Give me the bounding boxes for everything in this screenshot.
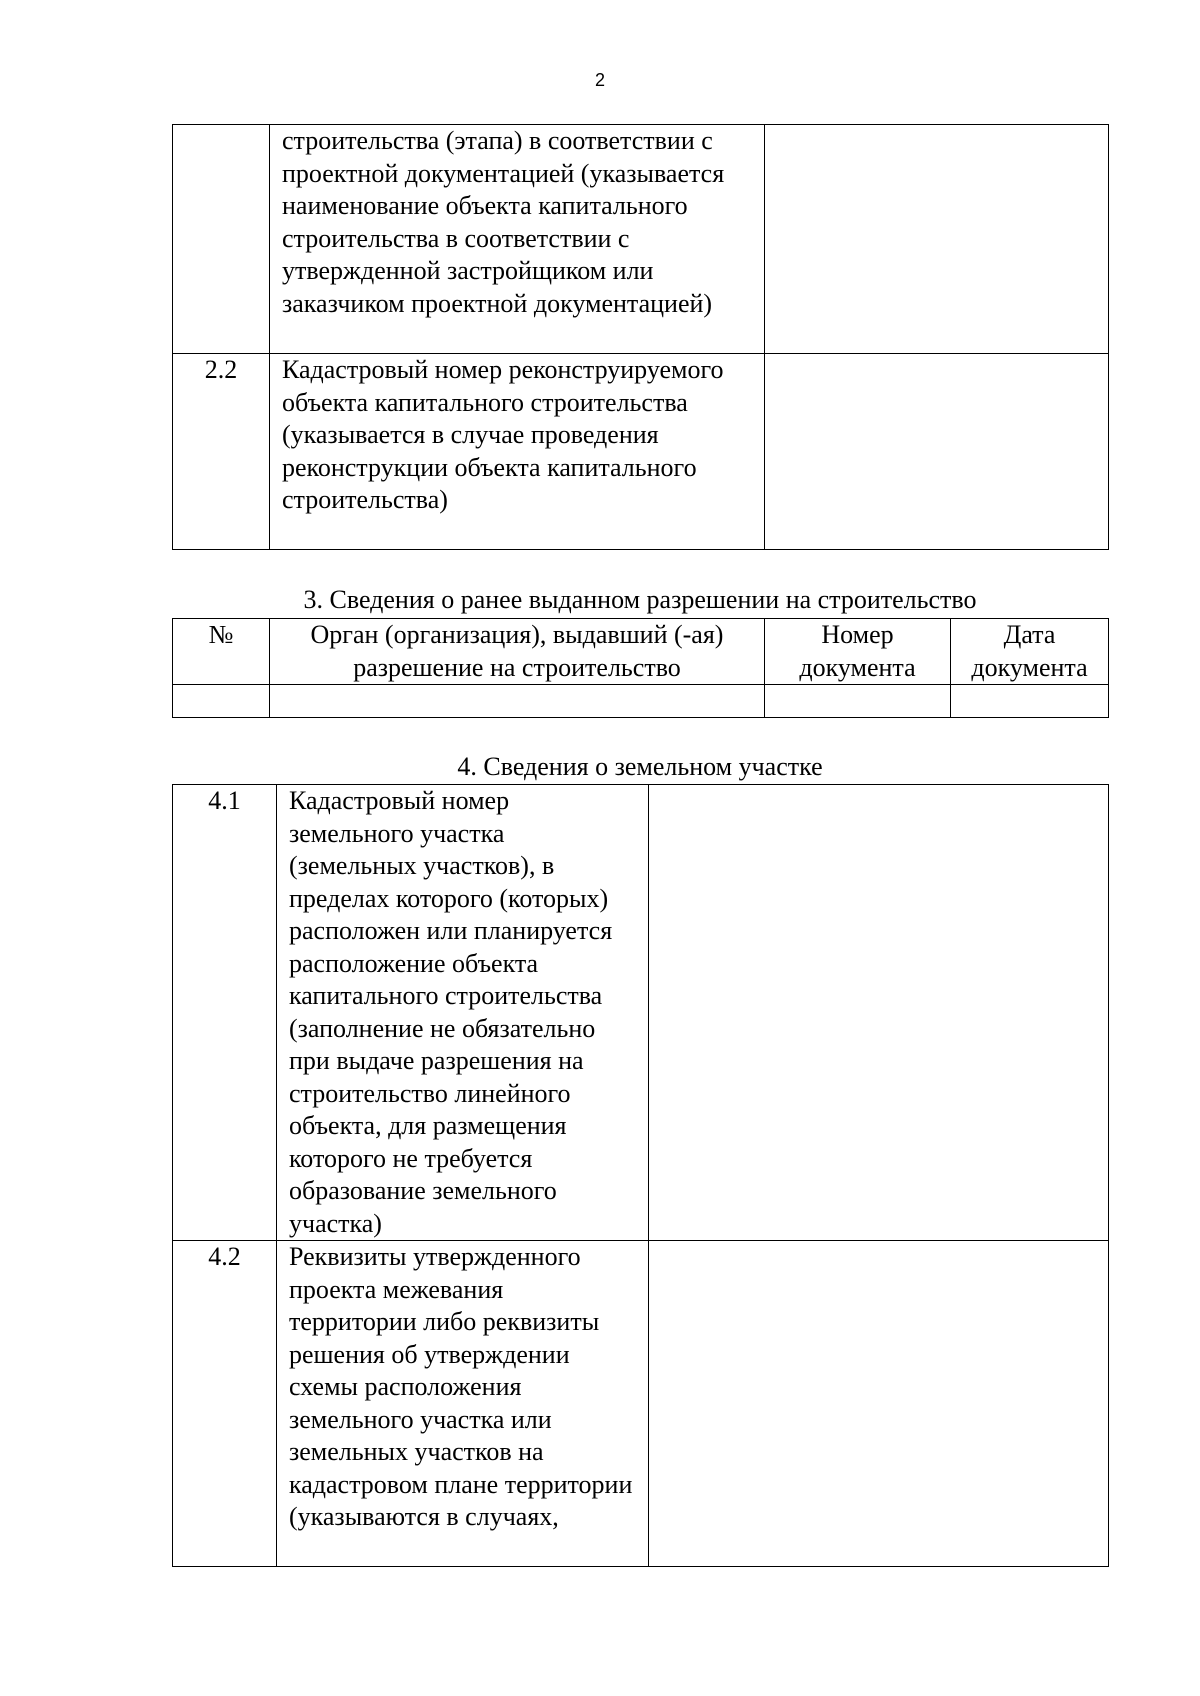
cell-doc-date[interactable]: [951, 685, 1109, 718]
table-row: [173, 685, 1109, 718]
header-organ: Орган (организация), выдавший (-ая) разрешение на строительство: [270, 619, 765, 685]
header-doc-number: Номер документа: [765, 619, 951, 685]
table-section3: [172, 618, 1109, 718]
header-doc-date: Дата документа: [951, 619, 1109, 685]
table-section4: [172, 784, 1109, 1567]
section-4-title: 4. Сведения о земельном участке: [457, 752, 823, 781]
table-row: [173, 785, 1109, 1241]
row-description: строительства (этапа) в соответствии с проектной документацией (указывается наименование объекта капитального строительства в соответствии с утвержденной застройщиком или заказчиком проектной документацией): [270, 125, 765, 354]
cell-num[interactable]: [173, 685, 270, 718]
row-value-cell[interactable]: [649, 785, 1109, 1241]
row-description: Реквизиты утвержденного проекта межевания территории либо реквизиты решения об утверждении схемы расположения земельного участка или земельных участков на кадастровом плане территории (указываются в случаях,: [277, 1241, 649, 1567]
row-number: 4.2: [173, 1241, 277, 1567]
page-number: 2: [594, 70, 605, 90]
row-number: 4.1: [173, 785, 277, 1241]
table-section2: [172, 124, 1109, 550]
table-row: [173, 1241, 1109, 1567]
header-num: №: [173, 619, 270, 685]
cell-doc-number[interactable]: [765, 685, 951, 718]
cell-organ[interactable]: [270, 685, 765, 718]
table-row: [173, 354, 1109, 550]
row-number: 2.2: [173, 354, 270, 550]
row-value-cell[interactable]: [765, 354, 1109, 550]
table-row: [173, 125, 1109, 354]
table-header-row: [173, 619, 1109, 685]
row-value-cell[interactable]: [765, 125, 1109, 354]
row-value-cell[interactable]: [649, 1241, 1109, 1567]
row-number: [173, 125, 270, 354]
section-3-title: 3. Сведения о ранее выданном разрешении на строительство: [303, 585, 977, 614]
row-description: Кадастровый номер реконструируемого объекта капитального строительства (указывается в случае проведения реконструкции объекта капитального строительства): [270, 354, 765, 550]
row-description: Кадастровый номер земельного участка (земельных участков), в пределах которого (которых) расположен или планируется расположение объекта капитального строительства (заполнение не обязательно при выдаче разрешения на строительство линейного объекта, для размещения которого не требуется образование земельного участка): [277, 785, 649, 1241]
